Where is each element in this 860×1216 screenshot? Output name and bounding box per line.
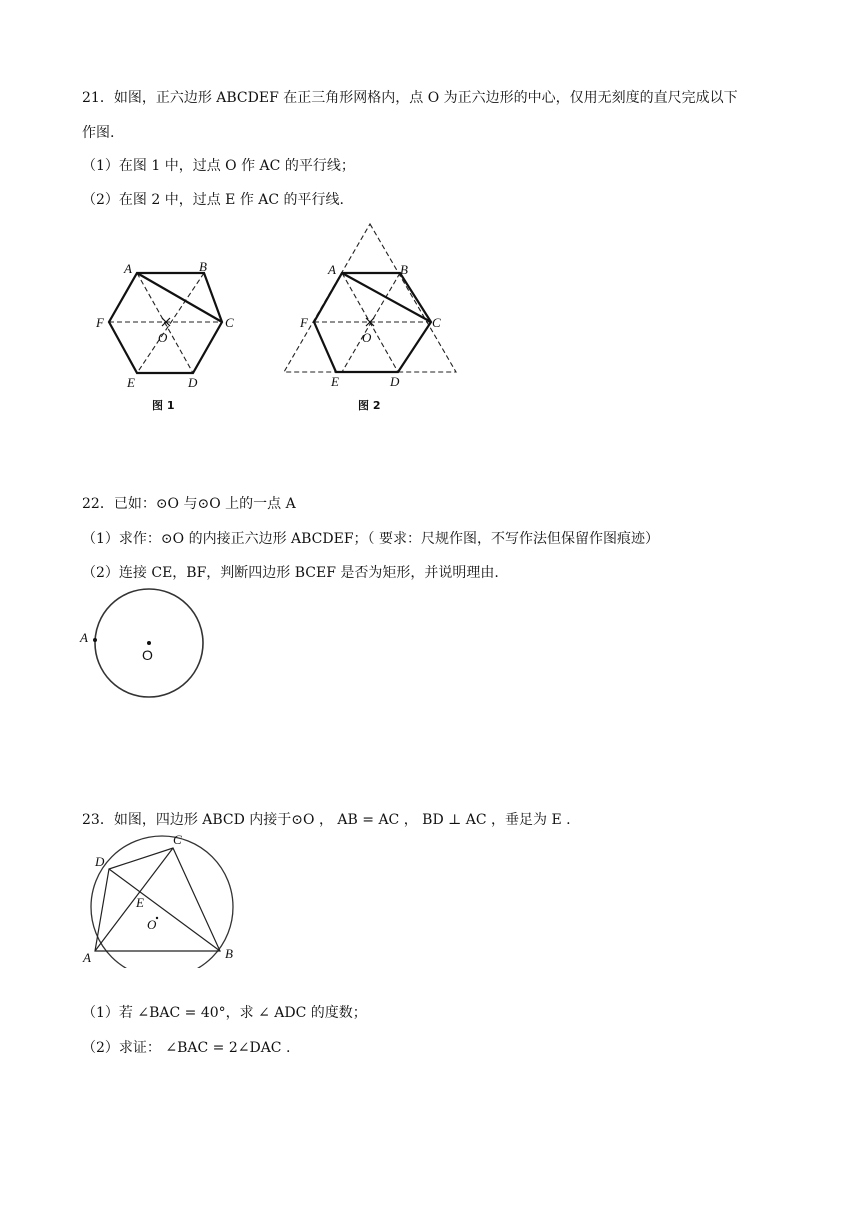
q23-stem: 23．如图，四边形 ABCD 内接于⊙O ， AB = AC ， BD ⊥ AC ，垂足为 E . xyxy=(82,812,571,828)
q23-label-A: A xyxy=(83,950,91,965)
q23-label-E: E xyxy=(136,895,144,910)
fig2-label-F: F xyxy=(300,315,308,330)
q23-part2: （2）求证： ∠BAC = 2∠DAC . xyxy=(82,1040,291,1056)
fig2-caption: 图 2 xyxy=(358,399,381,412)
q21-stem-line2: 作图. xyxy=(82,125,115,141)
q22-stem: 22．已如：⊙O 与⊙O 上的一点 A xyxy=(82,496,296,512)
q22-figure-circle xyxy=(78,588,210,704)
fig2-label-A: A xyxy=(328,262,336,277)
q22-part1: （1）求作：⊙O 的内接正六边形 ABCDEF；（ 要求：尺规作图，不写作法但保留作图痕迹） xyxy=(82,531,659,547)
q22-label-A: A xyxy=(80,630,88,645)
q23-label-O: O xyxy=(147,917,157,932)
fig2-label-D: D xyxy=(390,374,400,389)
fig1-label-F: F xyxy=(96,315,104,330)
fig2-label-B: B xyxy=(400,262,408,277)
fig2-label-O: O xyxy=(362,330,372,345)
fig1-label-A: A xyxy=(124,261,132,276)
q23-figure xyxy=(78,832,248,968)
q23-label-C: C xyxy=(173,832,182,847)
fig1-label-O: O xyxy=(158,330,168,345)
q21-part2: （2）在图 2 中，过点 E 作 AC 的平行线. xyxy=(82,192,345,208)
fig2-label-E: E xyxy=(331,374,339,389)
q23-label-B: B xyxy=(225,946,233,961)
fig1-label-E: E xyxy=(127,375,135,390)
fig2-label-C: C xyxy=(432,315,441,330)
fig1-caption: 图 1 xyxy=(152,399,175,412)
q22-part2: （2）连接 CE，BF，判断四边形 BCEF 是否为矩形，并说明理由. xyxy=(82,565,499,581)
q23-part1: （1）若 ∠BAC = 40°，求 ∠ ADC 的度数； xyxy=(82,1005,367,1021)
q23-label-D: D xyxy=(95,854,105,869)
q21-figure-1 xyxy=(92,255,262,420)
q21-figure-2 xyxy=(278,218,468,420)
fig1-label-D: D xyxy=(188,375,198,390)
fig1-label-C: C xyxy=(225,315,234,330)
q21-stem-line1: 21．如图，正六边形 ABCDEF 在正三角形网格内，点 O 为正六边形的中心，仅用无刻度的直尺完成以下 xyxy=(82,90,738,106)
q22-label-O: O xyxy=(142,647,153,663)
q21-part1: （1）在图 1 中，过点 O 作 AC 的平行线； xyxy=(82,158,355,174)
fig1-label-B: B xyxy=(199,259,207,274)
